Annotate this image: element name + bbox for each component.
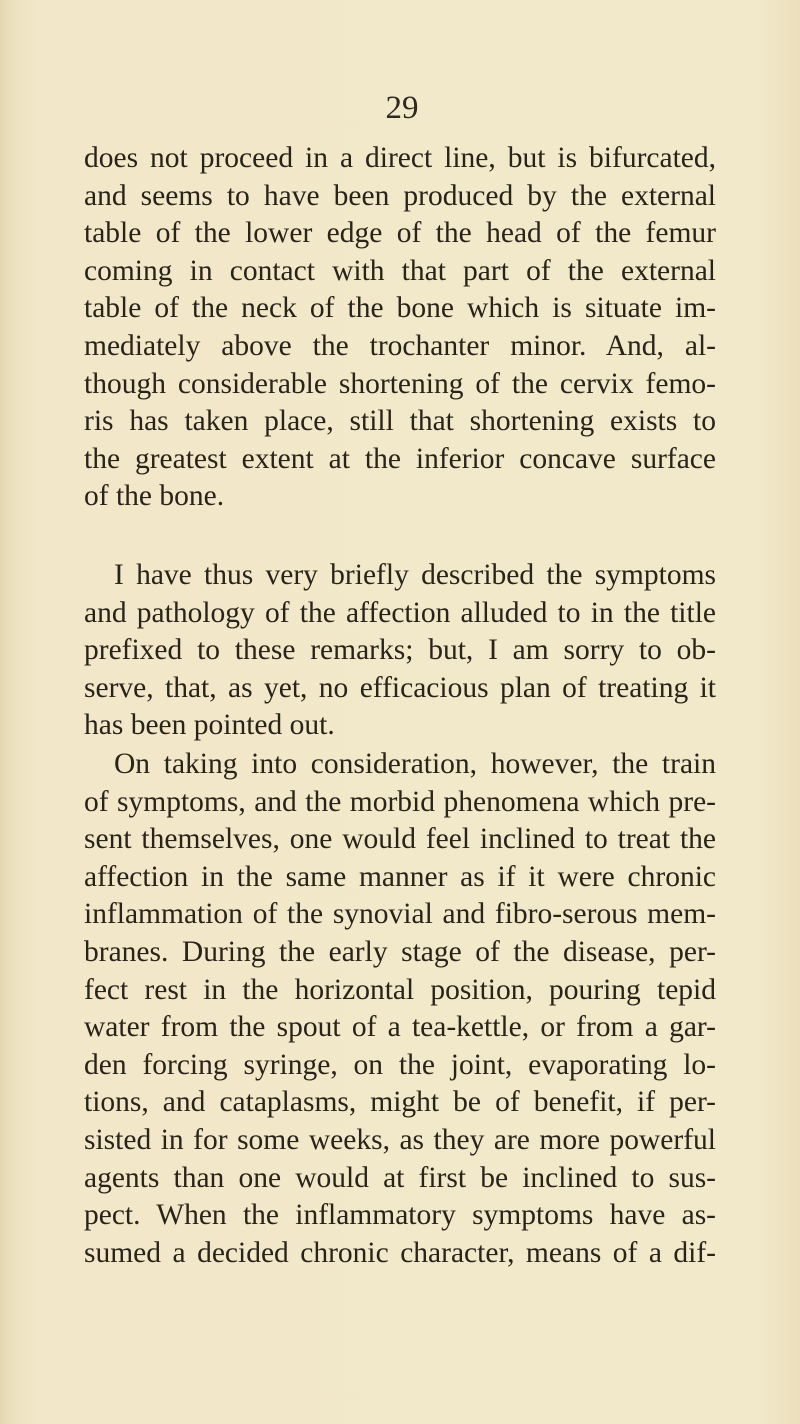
text-line: branes. During the early stage of the disease, per- xyxy=(84,935,716,968)
text-line: inflammation of the synovial and fibro-serous mem- xyxy=(84,898,716,931)
text-line: On taking into consideration, however, the train xyxy=(114,748,716,780)
text-line: has been pointed out. xyxy=(84,709,335,742)
text-line: ris has taken place, still that shortening exists to xyxy=(84,405,716,438)
text-line: tions, and cataplasms, might be of benefit, if per- xyxy=(84,1086,716,1119)
text-line: does not proceed in a direct line, but is bifurcated, xyxy=(84,142,716,174)
text-line: fect rest in the horizontal position, pouring tepid xyxy=(84,973,716,1006)
paragraph-bifurcation xyxy=(84,140,716,516)
text-line: the greatest extent at the inferior concave surface xyxy=(84,442,716,475)
text-line: water from the spout of a tea-kettle, or from a gar- xyxy=(84,1011,716,1044)
text-line: mediately above the trochanter minor. And, al- xyxy=(84,329,716,362)
text-line: pect. When the inflammatory symptoms have as- xyxy=(84,1199,716,1232)
paragraph-treatment xyxy=(84,746,716,1272)
text-line: table of the lower edge of the head of the femur xyxy=(84,217,716,250)
text-line: coming in contact with that part of the external xyxy=(84,254,716,287)
text-line: and pathology of the affection alluded to in the title xyxy=(84,596,716,629)
text-line: table of the neck of the bone which is situate im- xyxy=(84,292,716,325)
page-number: 29 xyxy=(385,90,419,126)
text-line: of the bone. xyxy=(84,480,225,513)
text-line: of symptoms, and the morbid phenomena which pre- xyxy=(84,785,716,818)
text-line: prefixed to these remarks; but, I am sorry to ob- xyxy=(84,634,716,667)
text-line: agents than one would at first be inclined to sus- xyxy=(84,1161,716,1194)
text-line: and seems to have been produced by the external xyxy=(84,179,716,212)
paragraph-symptoms-summary xyxy=(84,557,716,745)
text-line: den forcing syringe, on the joint, evaporating lo- xyxy=(84,1048,716,1081)
text-line: sisted in for some weeks, as they are more powerful xyxy=(84,1123,716,1156)
text-line: sumed a decided chronic character, means of a dif- xyxy=(84,1236,716,1269)
text-line: I have thus very briefly described the symptoms xyxy=(114,559,716,591)
text-line: serve, that, as yet, no efficacious plan of treating it xyxy=(84,671,716,704)
text-line: affection in the same manner as if it were chronic xyxy=(84,860,716,893)
text-line: sent themselves, one would feel inclined to treat the xyxy=(84,823,716,856)
text-line: though considerable shortening of the cervix femo- xyxy=(84,367,716,400)
